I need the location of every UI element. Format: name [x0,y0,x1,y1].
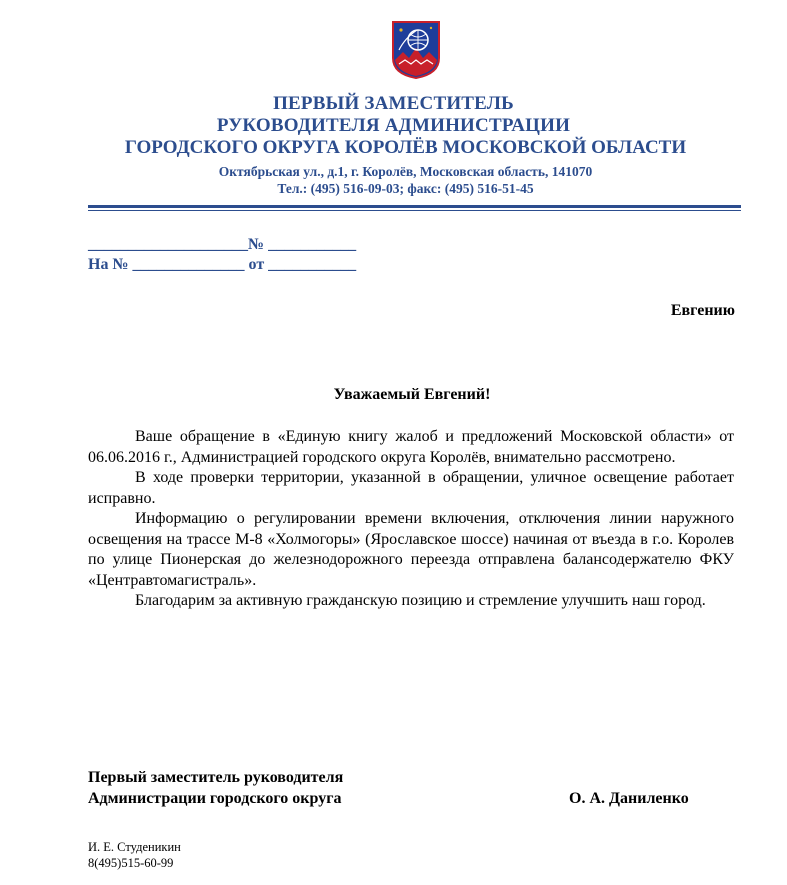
executor-name: И. Е. Студеникин [88,840,181,854]
body-paragraph-2: В ходе проверки территории, указанной в обращении, уличное освещение работает исправно. [88,469,734,507]
registration-number-line: ____________________№ ___________ [88,236,357,253]
header-title-line-3: ГОРОДСКОГО ОКРУГА КОРОЛЁВ МОСКОВСКОЙ ОБЛАСТИ [124,137,687,158]
header-divider-thick [88,205,741,208]
executor-phone: 8(495)515-60-99 [88,856,174,870]
body-paragraph-4: Благодарим за активную гражданскую позицию и стремление улучшить наш город. [135,592,706,609]
greeting: Уважаемый Евгений! [333,386,491,403]
header-address: Октябрьская ул., д.1, г. Королёв, Московская область, 141070 [218,164,593,179]
header-phone: Тел.: (495) 516-09-03; факс: (495) 516-51-45 [277,181,534,196]
signatory-title-line-1: Первый заместитель руководителя [88,769,344,786]
signatory-name: О. А. Даниленко [569,790,689,807]
signatory-title-line-2: Администрации городского округа [88,790,342,807]
body-paragraph-3: Информацию о регулировании времени включения, отключения линии наружного освещения на трассе М-8 «Холмогоры» (Ярославское шоссе) начиная от въезда в г.о. Королев по улице Пионерская до железнодорожного переезда отправлена балансодержателю ФКУ «Центравтомагистраль». [88,510,734,589]
korolev-coat-of-arms-icon [391,20,441,80]
letter-body [88,427,734,612]
header-title-line-2: РУКОВОДИТЕЛЯ АДМИНИСТРАЦИИ [216,115,571,136]
header-title-line-1: ПЕРВЫЙ ЗАМЕСТИТЕЛЬ [273,93,514,114]
body-paragraph-1: Ваше обращение в «Единую книгу жалоб и предложений Московской области» от 06.06.2016 г., Администрацией городского округа Королёв, внимательно рассмотрено. [88,428,734,466]
reference-number-line: На № ______________ от ___________ [88,256,357,273]
header-divider-thin [88,210,741,211]
recipient-name: Евгению [670,302,735,319]
